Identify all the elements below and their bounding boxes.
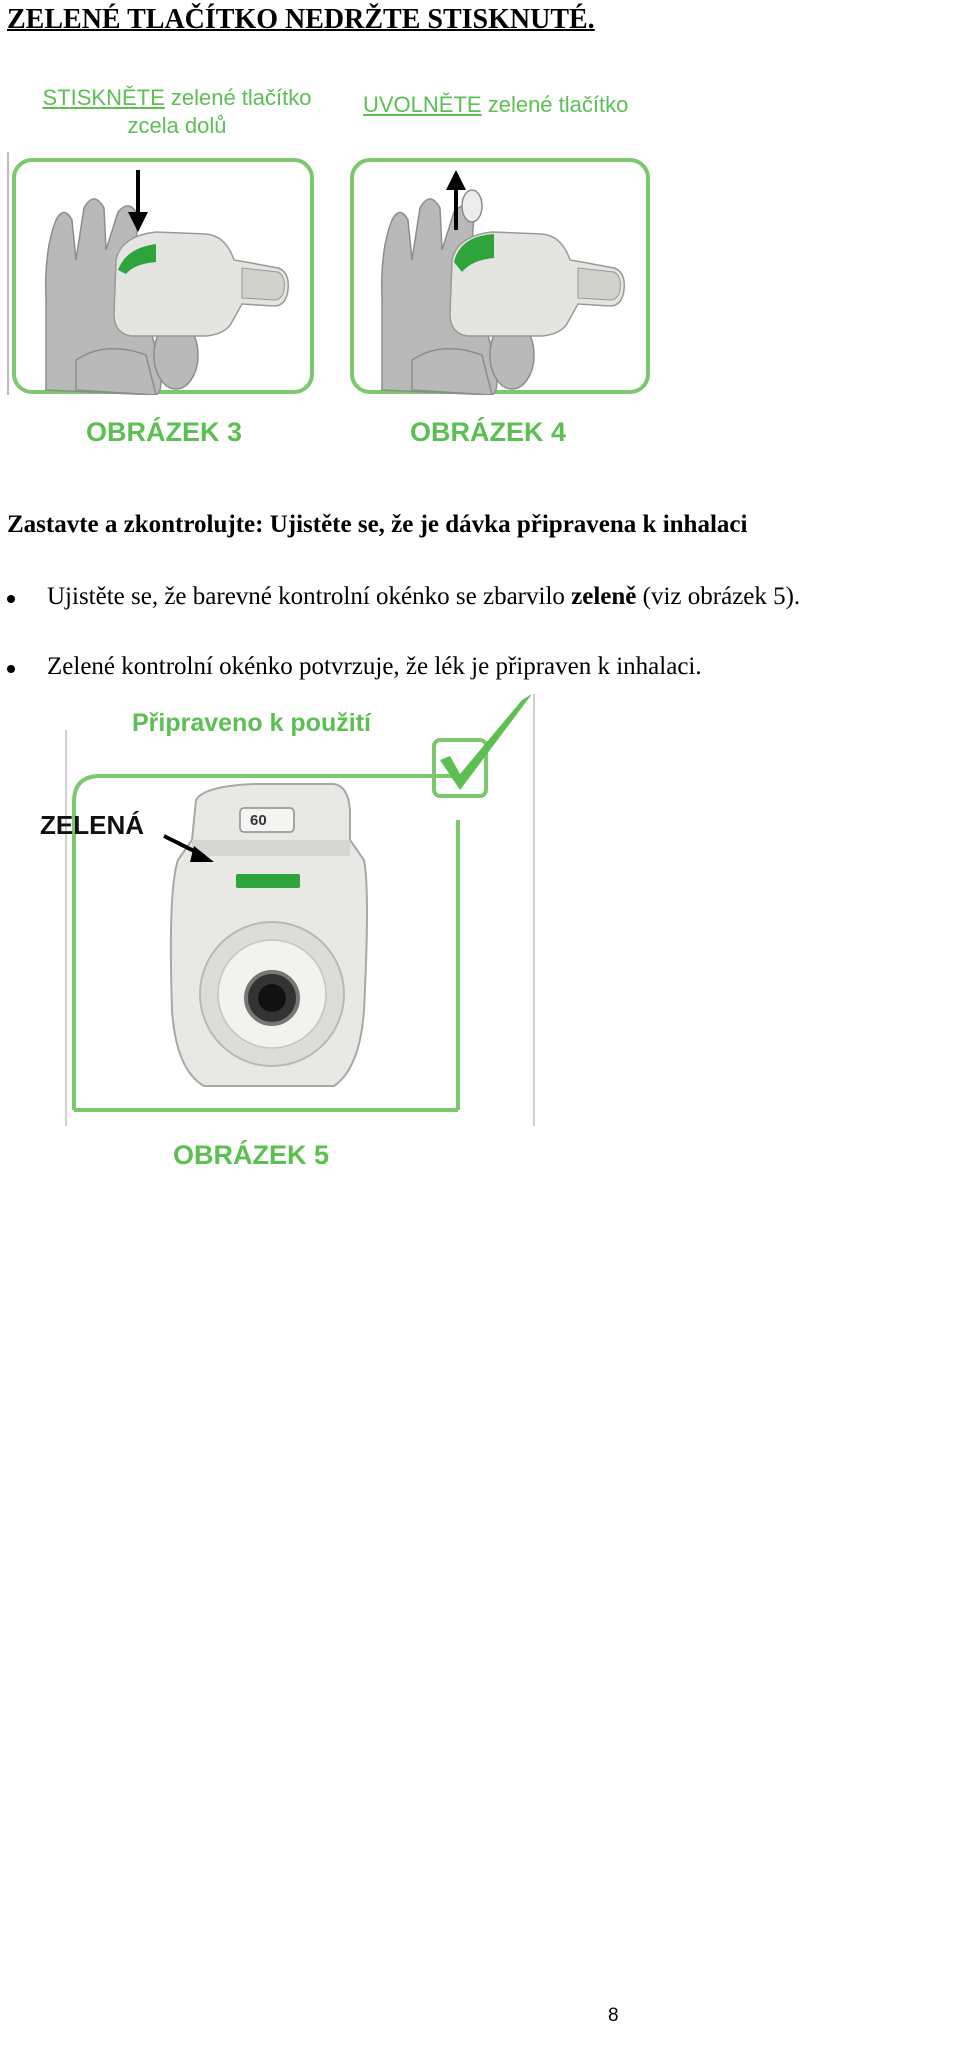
bullet-text-before: Ujistěte se, že barevné kontrolní okénko se zbarvilo [47,583,572,610]
figure-4-illustration [348,150,653,395]
figure-5-label: OBRÁZEK 5 [173,1140,330,1170]
green-callout-label: ZELENÁ [40,810,144,840]
press-caption [22,84,332,140]
bullet-text-after: (viz obrázek 5). [636,583,801,610]
release-caption-bold: UVOLNĚTE [363,92,482,117]
figure-5-illustration [64,690,538,1126]
bullet-dot [7,595,15,603]
bullet-item-1 [0,583,960,615]
bullet-text-before: Zelené kontrolní okénko potvrzuje, že lék je připraven k inhalaci. [47,653,702,680]
bullet-text [47,583,800,611]
figure-4-label: OBRÁZEK 4 [410,417,567,447]
ready-to-use-text: Připraveno k použití [132,709,371,737]
page-number: 8 [608,2005,619,2026]
figure-3-label: OBRÁZEK 3 [86,417,243,447]
bullet-text-bold: zeleně [571,583,637,610]
bullet-text [47,653,702,681]
bullet-item-2 [0,653,960,685]
figure-3-illustration [6,150,316,395]
bullet-dot [7,665,15,673]
press-caption-bold: STISKNĚTE [42,85,165,110]
press-caption-rest: zelené tlačítko [164,85,312,110]
release-caption [363,92,628,118]
release-caption-rest: zelené tlačítko [481,92,629,117]
section-title: Zastavte a zkontrolujte: Ujistěte se, že je dávka připravena k inhalaci [7,511,748,538]
page-heading: ZELENÉ TLAČÍTKO NEDRŽTE STISKNUTÉ. [7,4,595,35]
press-caption-line2: zcela dolů [127,113,227,138]
counter-window: 60 [250,812,267,829]
